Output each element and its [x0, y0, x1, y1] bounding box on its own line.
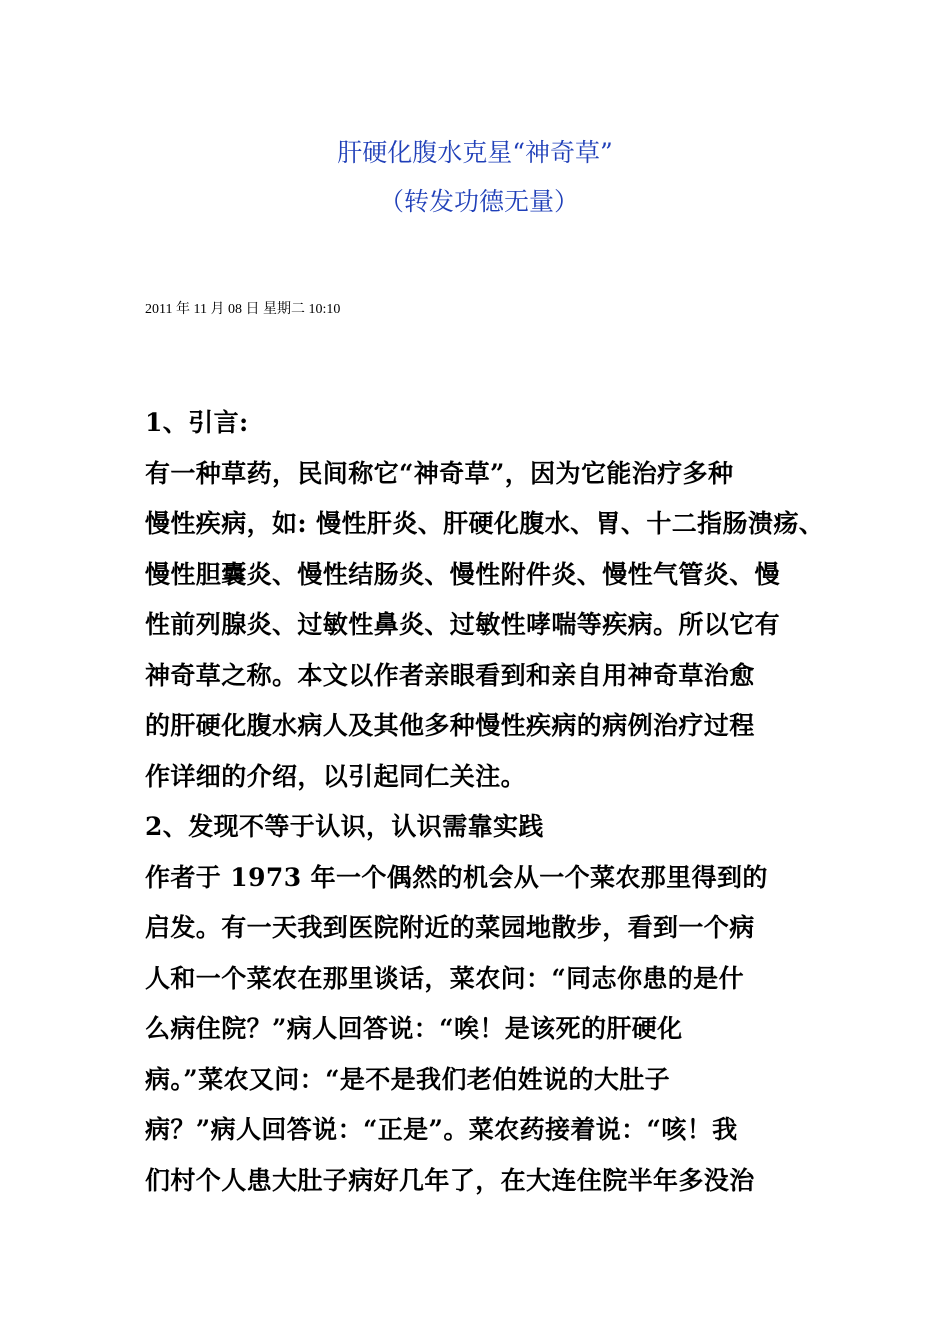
title-block	[0, 128, 950, 226]
paragraph-line: 们村个人患大肚子病好几年了，在大连住院半年多没治	[145, 1165, 755, 1195]
paragraph-line: 有一种草药，民间称它“神奇草”，因为它能治疗多种	[145, 458, 734, 488]
paragraph-line: 病？”病人回答说：“正是”。菜农药接着说：“咳！我	[145, 1115, 738, 1144]
paragraph-line: 性前列腺炎、过敏性鼻炎、过敏性哮喘等疾病。所以它有	[145, 610, 781, 639]
paragraph-line: 慢性疾病，如: 慢性肝炎、肝硬化腹水、胃、十二指肠溃疡、	[145, 509, 825, 538]
paragraph-line: 的肝硬化腹水病人及其他多种慢性疾病的病例治疗过程	[145, 711, 755, 740]
paragraph-line: 么病住院？”病人回答说：“唉！是该死的肝硬化	[145, 1014, 683, 1043]
paragraph-line: 慢性胆囊炎、慢性结肠炎、慢性附件炎、慢性气管炎、慢	[145, 559, 781, 589]
paragraph-line: 病。”菜农又问：“是不是我们老伯姓说的大肚子	[145, 1064, 671, 1094]
section-heading-intro: 1、引言:	[145, 408, 249, 437]
document-subtitle: （转发功德无量）	[378, 187, 579, 216]
document-title: 肝硬化腹水克星“神奇草”	[337, 138, 613, 167]
article-body	[145, 398, 865, 1206]
post-date: 2011 年 11 月 08 日 星期二 10:10	[145, 302, 341, 317]
section-heading-discovery: 2、发现不等于认识，认识需靠实践	[145, 812, 544, 841]
paragraph-line: 人和一个菜农在那里谈话，菜农问：“同志你患的是什	[145, 963, 744, 993]
paragraph-line: 启发。有一天我到医院附近的菜园地散步，看到一个病	[145, 913, 755, 942]
paragraph-line: 神奇草之称。本文以作者亲眼看到和亲自用神奇草治愈	[145, 660, 755, 690]
paragraph-line: 作者于 1973 年一个偶然的机会从一个菜农那里得到的	[145, 862, 768, 892]
paragraph-line: 作详细的介绍，以引起同仁关注。	[145, 761, 527, 791]
